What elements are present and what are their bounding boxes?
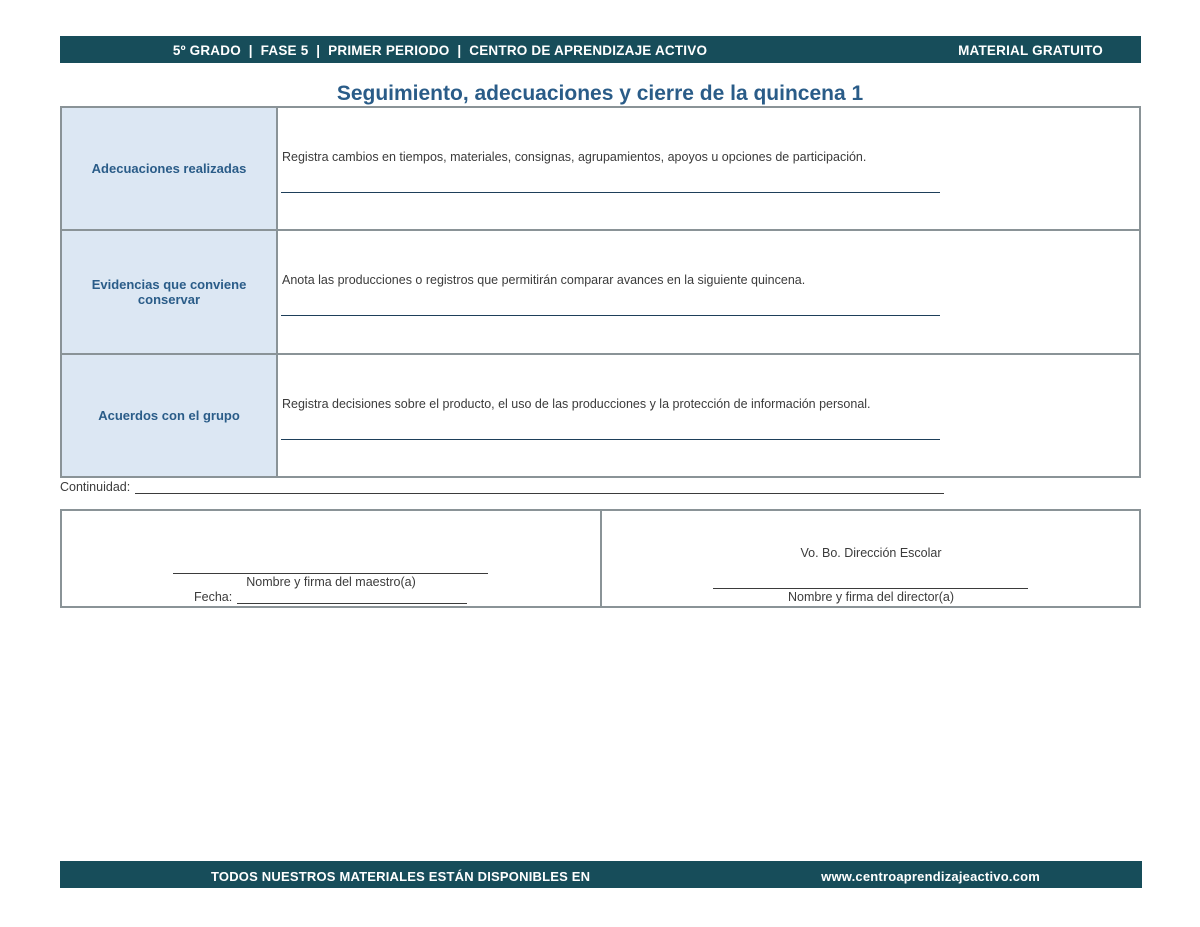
- row-label: Evidencias que conviene conservar: [91, 276, 247, 307]
- continuidad-label: Continuidad:: [60, 480, 131, 494]
- footer-availability-text: TODOS NUESTROS MATERIALES ESTÁN DISPONIBLES EN: [211, 869, 591, 884]
- row-prompt: Registra cambios en tiempos, materiales, consignas, agrupamientos, apoyos u opciones de participación.: [282, 150, 867, 164]
- writing-line: [281, 192, 940, 193]
- director-heading: Vo. Bo. Dirección Escolar: [800, 546, 942, 560]
- writing-line: [281, 439, 940, 440]
- row-label: Acuerdos con el grupo: [98, 407, 240, 423]
- row-content-cell[interactable]: [277, 107, 1140, 230]
- row-label-cell: [61, 354, 277, 477]
- row-label: Adecuaciones realizadas: [91, 161, 247, 177]
- director-signature-label: Nombre y firma del director(a): [787, 590, 954, 604]
- row-prompt: Anota las producciones o registros que permitirán comparar avances en la siguiente quincena.: [282, 273, 806, 288]
- page-title: Seguimiento, adecuaciones y cierre de la quincena 1: [336, 82, 864, 105]
- row-content-cell[interactable]: [277, 230, 1140, 353]
- teacher-signature-line: [173, 573, 488, 574]
- date-label: Fecha:: [194, 590, 233, 604]
- date-line: [237, 603, 467, 604]
- row-label-cell: [61, 107, 277, 230]
- footer-website-link[interactable]: www.centroaprendizajeactivo.com: [821, 869, 1040, 884]
- header-info-text: 5º GRADO | FASE 5 | PRIMER PERIODO | CENTRO DE APRENDIZAJE ACTIVO: [172, 43, 708, 58]
- table-row: [61, 107, 1140, 230]
- row-label-cell: [61, 230, 277, 353]
- continuidad-line[interactable]: [135, 493, 944, 494]
- teacher-signature-cell[interactable]: [61, 510, 601, 607]
- row-prompt: Registra decisiones sobre el producto, el uso de las producciones y la protección de información personal.: [282, 396, 871, 411]
- writing-line: [281, 315, 940, 316]
- director-signature-cell[interactable]: [601, 510, 1141, 607]
- table-row: [61, 230, 1140, 353]
- header-free-material-text: MATERIAL GRATUITO: [958, 43, 1103, 58]
- tracking-table: [60, 106, 1141, 478]
- table-row: [61, 354, 1140, 477]
- director-signature-line: [713, 588, 1028, 589]
- footer-bar: [60, 861, 1142, 888]
- row-content-cell[interactable]: [277, 354, 1140, 477]
- header-bar: [60, 36, 1141, 63]
- teacher-signature-label: Nombre y firma del maestro(a): [246, 575, 416, 589]
- signature-table: [60, 509, 1141, 608]
